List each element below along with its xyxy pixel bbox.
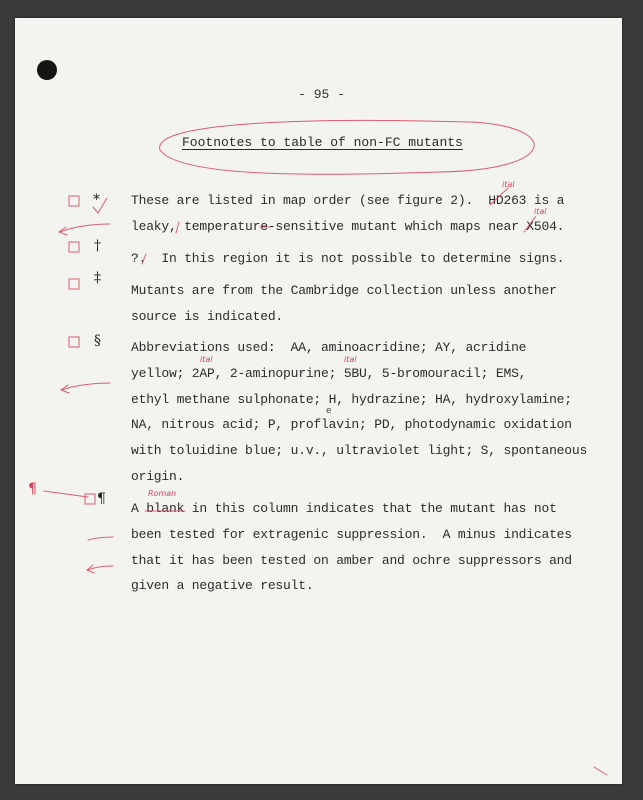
ital-annotation-x504: ital [534, 207, 547, 216]
footnote-symbol-section: § [94, 333, 101, 349]
margin-pilcrow-annotation: ¶ [28, 481, 37, 497]
footnote-4-line-3: ethyl methane sulphonate; H, hydrazine; HA, hydroxylamine; [131, 392, 572, 407]
footnote-4-line-4: NA, nitrous acid; P, proflavin; PD, photodynamic oxidation [131, 417, 572, 432]
footnote-4-line-1: Abbreviations used: AA, aminoacridine; AY, acridine [131, 340, 527, 355]
footnote-symbol-double-dagger: ‡ [94, 270, 101, 286]
punch-hole [37, 60, 57, 80]
footnote-symbol-dagger: † [94, 238, 101, 254]
footnote-4-line-6: origin. [131, 469, 185, 484]
footnote-1-line-2: leaky, temperature-sensitive mutant which maps near X504. [131, 219, 565, 234]
page-number: - 95 - [298, 87, 345, 102]
ital-annotation-2ap: ital [200, 355, 213, 364]
footnote-3-line-1: Mutants are from the Cambridge collection unless another [131, 283, 557, 298]
roman-annotation: Roman [148, 489, 177, 498]
footnote-5-line-2: been tested for extragenic suppression. A minus indicates [131, 527, 572, 542]
footnote-symbol-pilcrow: ¶ [97, 491, 106, 507]
insertion-letter-e: e [326, 406, 332, 416]
footnote-5-line-3: that it has been tested on amber and ochre suppressors and [131, 553, 572, 568]
footnote-1-line-1: These are listed in map order (see figure 2). HD263 is a [131, 193, 565, 208]
ital-annotation-hd263: ital [502, 180, 515, 189]
ital-annotation-5bu: ital [344, 355, 357, 364]
footnote-symbol-asterisk: * [93, 192, 100, 208]
page-title: Footnotes to table of non-FC mutants [182, 135, 463, 150]
footnote-5-line-1: A blank in this column indicates that the mutant has not [131, 501, 557, 516]
footnote-2-line-1: ?. In this region it is not possible to determine signs. [131, 251, 565, 266]
footnote-4-line-2: yellow; 2AP, 2-aminopurine; 5BU, 5-bromouracil; EMS, [131, 366, 527, 381]
footnote-3-line-2: source is indicated. [131, 309, 284, 324]
footnote-4-line-5: with toluidine blue; u.v., ultraviolet light; S, spontaneous [131, 443, 588, 458]
footnote-5-line-4: given a negative result. [131, 578, 314, 593]
